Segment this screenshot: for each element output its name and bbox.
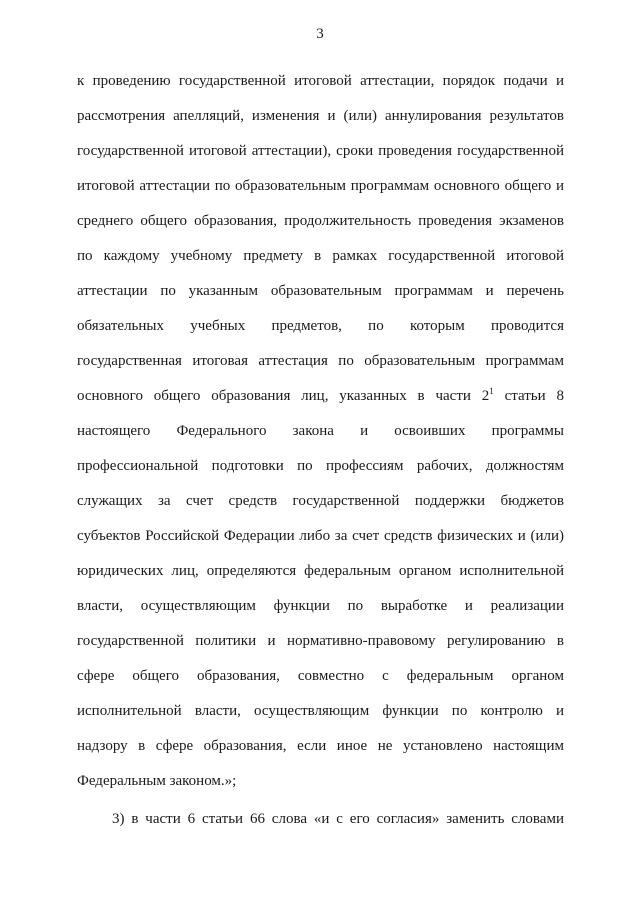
text-line-5: среднего общего образования, продолжительность проведения экзаменов	[77, 213, 564, 229]
text-line-1: к проведению государственной итоговой аттестации, порядок подачи и	[77, 73, 564, 89]
text-line-21: Федеральным законом.»;	[77, 773, 237, 789]
text-line-10-tail: статьи 8	[493, 388, 564, 404]
text-line-10-main: основного общего образования лиц, указанных в части 2	[77, 388, 490, 404]
text-line-12: профессиональной подготовки по профессиям рабочих, должностям	[77, 458, 564, 474]
text-line-16: власти, осуществляющим функции по выработке и реализации	[77, 598, 564, 614]
text-line-13: служащих за счет средств государственной поддержки бюджетов	[77, 493, 564, 509]
text-line-11: настоящего Федерального закона и освоивших программы	[77, 423, 564, 439]
text-line-19: исполнительной власти, осуществляющим функции по контролю и	[77, 703, 564, 719]
text-line-4: итоговой аттестации по образовательным программам основного общего и	[77, 178, 564, 194]
text-line-20: надзору в сфере образования, если иное не установлено настоящим	[77, 738, 564, 754]
text-line-7: аттестации по указанным образовательным программам и перечень	[77, 283, 564, 299]
text-line-9: государственная итоговая аттестация по образовательным программам	[77, 353, 564, 369]
text-line-17: государственной политики и нормативно-правовому регулированию в	[77, 633, 564, 649]
text-line-2: рассмотрения апелляций, изменения и (или) аннулирования результатов	[77, 108, 564, 124]
text-line-8: обязательных учебных предметов, по которым проводится	[77, 318, 564, 334]
text-line-18: сфере общего образования, совместно с федеральным органом	[77, 668, 564, 684]
superscript: 1	[489, 386, 494, 396]
text-line-6: по каждому учебному предмету в рамках государственной итоговой	[77, 248, 564, 264]
text-line-15: юридических лиц, определяются федеральным органом исполнительной	[77, 563, 564, 579]
page-number: 3	[316, 26, 324, 42]
text-line-3: государственной итоговой аттестации), сроки проведения государственной	[77, 143, 564, 159]
text-line-10	[77, 387, 564, 405]
text-line-22: 3) в части 6 статьи 66 слова «и с его согласия» заменить словами	[112, 811, 564, 827]
text-line-14: субъектов Российской Федерации либо за счет средств физических и (или)	[77, 528, 564, 544]
